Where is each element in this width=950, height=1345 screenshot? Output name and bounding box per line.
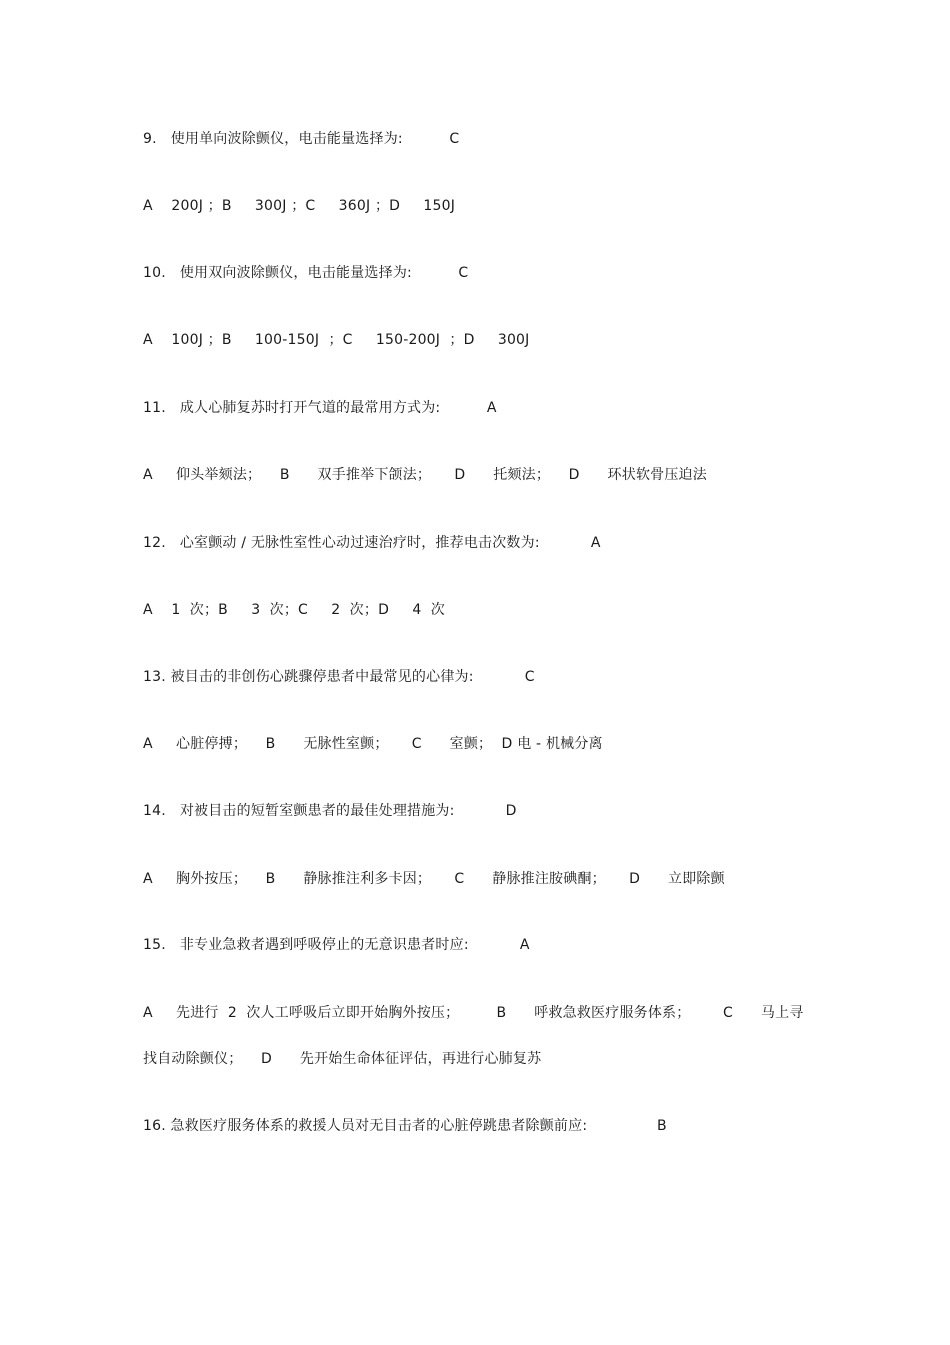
- question-15: 15. 非专业急救者遇到呼吸停止的无意识患者时应: A: [143, 937, 530, 953]
- question-11-options: A 仰头举颏法； B 双手推举下颌法； D 托颏法； D 环状软骨压迫法: [143, 467, 707, 483]
- question-10: 10. 使用双向波除颤仪，电击能量选择为: C: [143, 265, 469, 281]
- question-9: 9. 使用单向波除颤仪，电击能量选择为: C: [143, 131, 460, 147]
- question-12-options: A 1 次；B 3 次；C 2 次；D 4 次: [143, 602, 445, 618]
- question-15-options-continued: 找自动除颤仪； D 先开始生命体征评估，再进行心肺复苏: [143, 1051, 542, 1067]
- question-10-options: A 100J ；B 100-150J ；C 150-200J ；D 300J: [143, 332, 530, 348]
- question-12: 12. 心室颤动 / 无脉性室性心动过速治疗时，推荐电击次数为: A: [143, 535, 601, 551]
- question-14: 14. 对被目击的短暂室颤患者的最佳处理措施为: D: [143, 803, 517, 819]
- question-15-options: A 先进行 2 次人工呼吸后立即开始胸外按压； B 呼救急救医疗服务体系； C 马上寻: [143, 1005, 804, 1021]
- question-16: 16. 急救医疗服务体系的救援人员对无目击者的心脏停跳患者除颤前应: B: [143, 1118, 667, 1134]
- question-13-options: A 心脏停搏； B 无脉性室颤； C 室颤； D 电 - 机械分离: [143, 736, 603, 752]
- question-9-options: A 200J ；B 300J ；C 360J ；D 150J: [143, 198, 456, 214]
- question-14-options: A 胸外按压； B 静脉推注利多卡因； C 静脉推注胺碘酮； D 立即除颤: [143, 871, 725, 887]
- question-11: 11. 成人心肺复苏时打开气道的最常用方式为: A: [143, 400, 497, 416]
- question-13: 13. 被目击的非创伤心跳骤停患者中最常见的心律为: C: [143, 669, 535, 685]
